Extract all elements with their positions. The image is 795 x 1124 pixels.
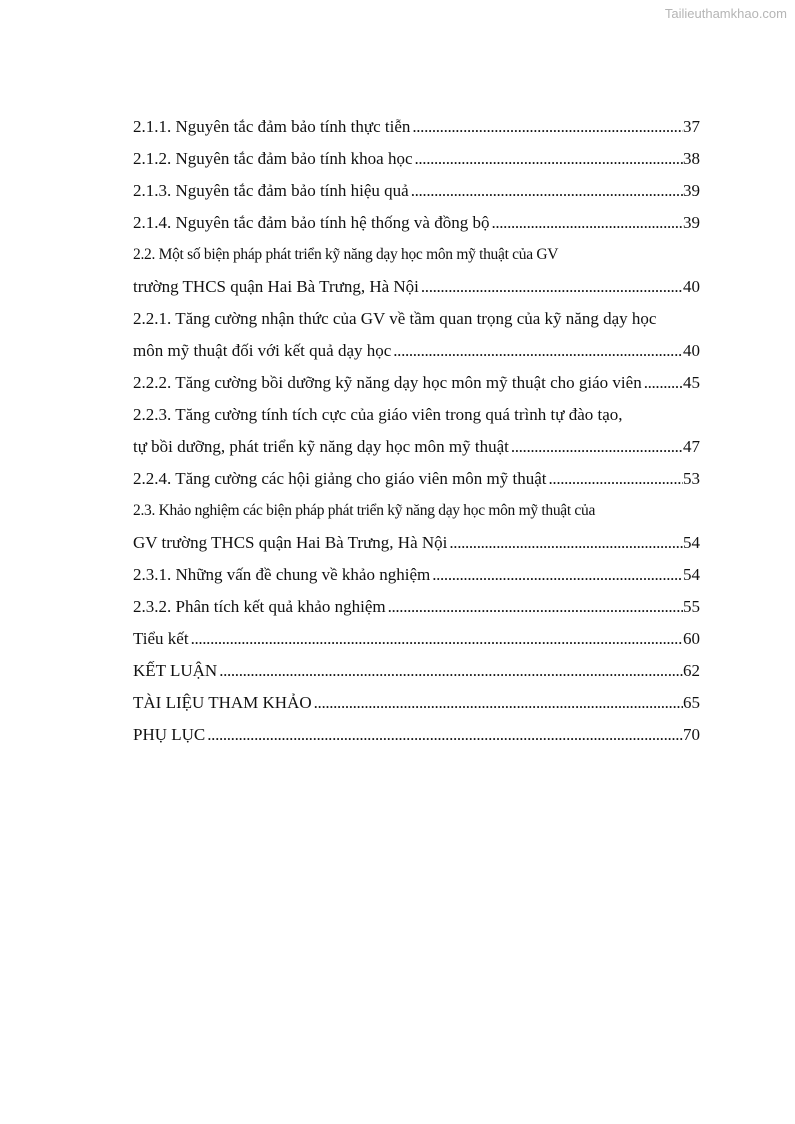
toc-line	[133, 625, 700, 657]
toc-page-number: 53	[683, 469, 700, 488]
toc-entry-title: 2.1.2. Nguyên tắc đảm bảo tính khoa học	[133, 149, 413, 168]
dot-leader	[489, 209, 683, 241]
dot-leader	[642, 369, 683, 401]
toc-entry-title: 2.2.4. Tăng cường các hội giảng cho giáo viên môn mỹ thuật	[133, 469, 547, 488]
toc-line	[133, 305, 700, 337]
toc-entry-title: 2.2.2. Tăng cường bồi dưỡng kỹ năng dạy học môn mỹ thuật cho giáo viên	[133, 373, 642, 392]
toc-page-number: 40	[683, 277, 700, 296]
toc-page-number: 37	[683, 117, 700, 136]
toc-entry-title: 2.3. Khảo nghiệm các biện pháp phát triển kỹ năng dạy học môn mỹ thuật của	[133, 502, 596, 519]
toc-entry-title: 2.2.3. Tăng cường tính tích cực của giáo viên trong quá trình tự đào tạo,	[133, 405, 623, 424]
toc-entry[interactable]	[133, 689, 700, 721]
toc-line	[133, 529, 700, 561]
toc-page-number: 60	[683, 629, 700, 648]
toc-line	[133, 593, 700, 625]
toc-line	[133, 433, 700, 465]
toc-entry-title: 2.1.4. Nguyên tắc đảm bảo tính hệ thống và đồng bộ	[133, 213, 490, 232]
toc-line	[133, 337, 700, 369]
toc-line	[133, 209, 700, 241]
toc-page-number: 54	[683, 533, 700, 552]
toc-entry-title: môn mỹ thuật đối với kết quả dạy học	[133, 341, 392, 360]
toc-page-number: 40	[683, 341, 700, 360]
toc-entry-title: 2.1.1. Nguyên tắc đảm bảo tính thực tiễn	[133, 117, 411, 136]
watermark: Tailieuthamkhao.com	[664, 6, 787, 21]
toc-entry[interactable]	[133, 305, 700, 369]
toc-line	[133, 273, 700, 305]
dot-leader	[312, 689, 683, 721]
toc-entry-title: trường THCS quận Hai Bà Trưng, Hà Nội	[133, 277, 419, 296]
dot-leader	[430, 561, 683, 593]
table-of-contents	[133, 113, 700, 753]
toc-entry-title: tự bồi dưỡng, phát triển kỹ năng dạy học môn mỹ thuật	[133, 437, 509, 456]
toc-page-number: 45	[683, 373, 700, 392]
toc-line	[133, 561, 700, 593]
toc-entry[interactable]	[133, 625, 700, 657]
toc-line	[133, 145, 700, 177]
toc-entry[interactable]	[133, 241, 700, 305]
dot-leader	[205, 721, 683, 753]
toc-page-number: 38	[683, 149, 700, 168]
toc-entry[interactable]	[133, 113, 700, 145]
dot-leader	[509, 433, 683, 465]
toc-entry-title: 2.2. Một số biện pháp phát triển kỹ năng dạy học môn mỹ thuật của GV	[133, 246, 559, 263]
toc-line	[133, 497, 700, 529]
dot-leader	[386, 593, 683, 625]
dot-leader	[413, 145, 684, 177]
dot-leader	[409, 177, 683, 209]
toc-line	[133, 689, 700, 721]
toc-entry[interactable]	[133, 209, 700, 241]
toc-line	[133, 721, 700, 753]
toc-entry-title: PHỤ LỤC	[133, 725, 206, 744]
toc-entry[interactable]	[133, 497, 700, 561]
toc-entry-title: KẾT LUẬN	[133, 661, 218, 680]
toc-entry-title: 2.1.3. Nguyên tắc đảm bảo tính hiệu quả	[133, 181, 409, 200]
dot-leader	[391, 337, 683, 369]
toc-line	[133, 401, 700, 433]
toc-entry[interactable]	[133, 465, 700, 497]
toc-page-number: 62	[683, 661, 700, 680]
toc-page-number: 55	[683, 597, 700, 616]
toc-page-number: 70	[683, 725, 700, 744]
toc-page-number: 39	[683, 213, 700, 232]
toc-page-number: 47	[683, 437, 700, 456]
toc-entry-title: 2.2.1. Tăng cường nhận thức của GV về tầm quan trọng của kỹ năng dạy học	[133, 309, 657, 328]
toc-entry[interactable]	[133, 177, 700, 209]
toc-line	[133, 177, 700, 209]
toc-entry[interactable]	[133, 657, 700, 689]
toc-entry-title: TÀI LIỆU THAM KHẢO	[133, 693, 312, 712]
toc-entry-title: GV trường THCS quận Hai Bà Trưng, Hà Nội	[133, 533, 448, 552]
toc-entry-title: Tiểu kết	[133, 629, 189, 648]
toc-entry[interactable]	[133, 401, 700, 465]
toc-page-number: 65	[683, 693, 700, 712]
dot-leader	[547, 465, 683, 497]
toc-line	[133, 241, 700, 273]
toc-line	[133, 113, 700, 145]
toc-entry-title: 2.3.2. Phân tích kết quả khảo nghiệm	[133, 597, 386, 616]
toc-entry[interactable]	[133, 721, 700, 753]
toc-entry[interactable]	[133, 561, 700, 593]
toc-line	[133, 369, 700, 401]
dot-leader	[189, 625, 683, 657]
toc-entry-title: 2.3.1. Những vấn đề chung về khảo nghiệm	[133, 565, 431, 584]
dot-leader	[447, 529, 683, 561]
toc-entry[interactable]	[133, 369, 700, 401]
dot-leader	[419, 273, 683, 305]
dot-leader	[217, 657, 683, 689]
toc-line	[133, 657, 700, 689]
dot-leader	[410, 113, 683, 145]
toc-entry[interactable]	[133, 145, 700, 177]
toc-line	[133, 465, 700, 497]
toc-page-number: 54	[683, 565, 700, 584]
toc-page-number: 39	[683, 181, 700, 200]
toc-entry[interactable]	[133, 593, 700, 625]
